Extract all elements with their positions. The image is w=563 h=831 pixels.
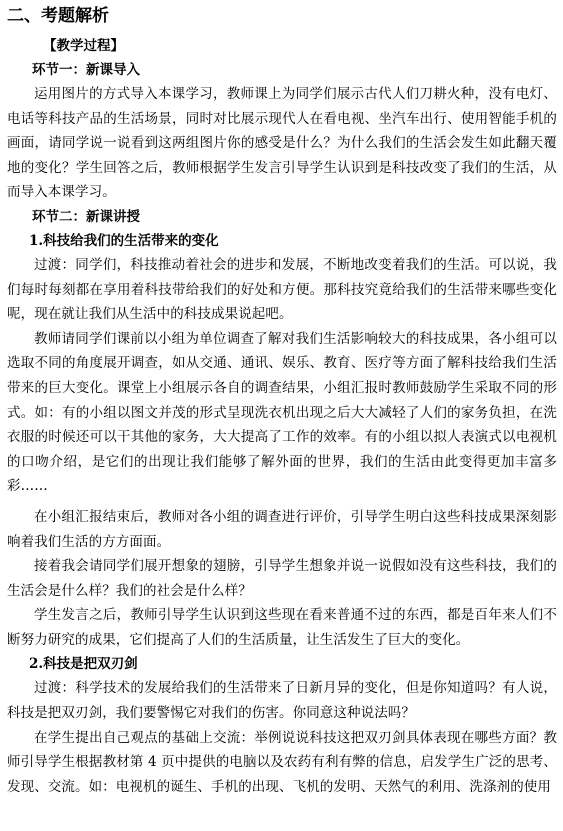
sub1-paragraph-survey: 教师请同学们课前以小组为单位调查了解对我们生活影响较大的科技成果，各小组可以选取不同的角度展开调查，如从交通、通讯、娱乐、教育、医疗等方面了解科技给我们生活带来的巨大变化。课堂上小组展示各自的调查结果，小组汇报时教师鼓励学生采取不同的形式。如：有的小组以图文并茂的形式呈现洗衣机出现之后大大减轻了人们的家务负担，在洗衣服的时候还可以干其他的家务，大大提高了工作的效率。有的小组以拟人表演式以电视机的口吻介绍，是它们的出现让我们能够了解外面的世界，我们的生活由此变得更加丰富多彩…… [7, 330, 557, 495]
sub2-paragraph-discussion: 在学生提出自己观点的基础上交流：举例说说科技这把双刃剑具体表现在哪些方面？教师引导学生根据教材第 4 页中提供的电脑以及农药有利有弊的信息，启发学生广泛的思考、发现、交流。如：电视机的诞生、手机的出现、飞机的发明、天然气的利用、洗涤剂的使用 [7, 729, 557, 795]
sub1-paragraph-transition: 过渡：同学们，科技推动着社会的进步和发展，不断地改变着我们的生活。可以说，我们每时每刻都在享用着科技带给我们的好处和方便。那科技究竟给我们的生活带来哪些变化呢，现在就让我们从生活中的科技成果说起吧。 [7, 256, 557, 323]
sub1-heading: 1.科技给我们的生活带来的变化 [29, 232, 219, 249]
sub1-paragraph-evaluation: 在小组汇报结束后，教师对各小组的调查进行评价，引导学生明白这些科技成果深刻影响着我们生活的方方面面。 [7, 508, 557, 550]
stage2-heading: 环节二：新课讲授 [32, 208, 140, 225]
stage1-heading: 环节一：新课导入 [32, 62, 140, 78]
section-title: 二、考题解析 [7, 6, 109, 26]
sub2-heading: 2.科技是把双刃剑 [29, 656, 138, 673]
sub2-paragraph-transition: 过渡：科学技术的发展给我们的生活带来了日新月异的变化，但是你知道吗？有人说，科技是把双刃剑，我们要警惕它对我们的伤害。你同意这种说法吗？ [7, 680, 557, 722]
sub1-paragraph-summary: 学生发言之后，教师引导学生认识到这些现在看来普通不过的东西，都是百年来人们不断努力研究的成果，它们提高了人们的生活质量，让生活发生了巨大的变化。 [7, 607, 557, 648]
sub1-paragraph-imagine: 接着我会请同学们展开想象的翅膀，引导学生想象并说一说假如没有这些科技，我们的生活会是什么样？我们的社会是什么样？ [7, 558, 557, 599]
stage1-paragraph: 运用图片的方式导入本课学习，教师课上为同学们展示古代人们刀耕火种，没有电灯、电话等科技产品的生活场景，同时对比展示现代人在看电视、坐汽车出行、使用智能手机的画面，请同学说一说看到这两组图片你的感受是什么？为什么我们的生活会发生如此翻天覆地的变化？学生回答之后，教师根据学生发言引导学生认识到是科技改变了我们的生活，从而导入本课学习。 [7, 86, 557, 201]
teaching-process-heading: 【教学过程】 [43, 38, 124, 54]
